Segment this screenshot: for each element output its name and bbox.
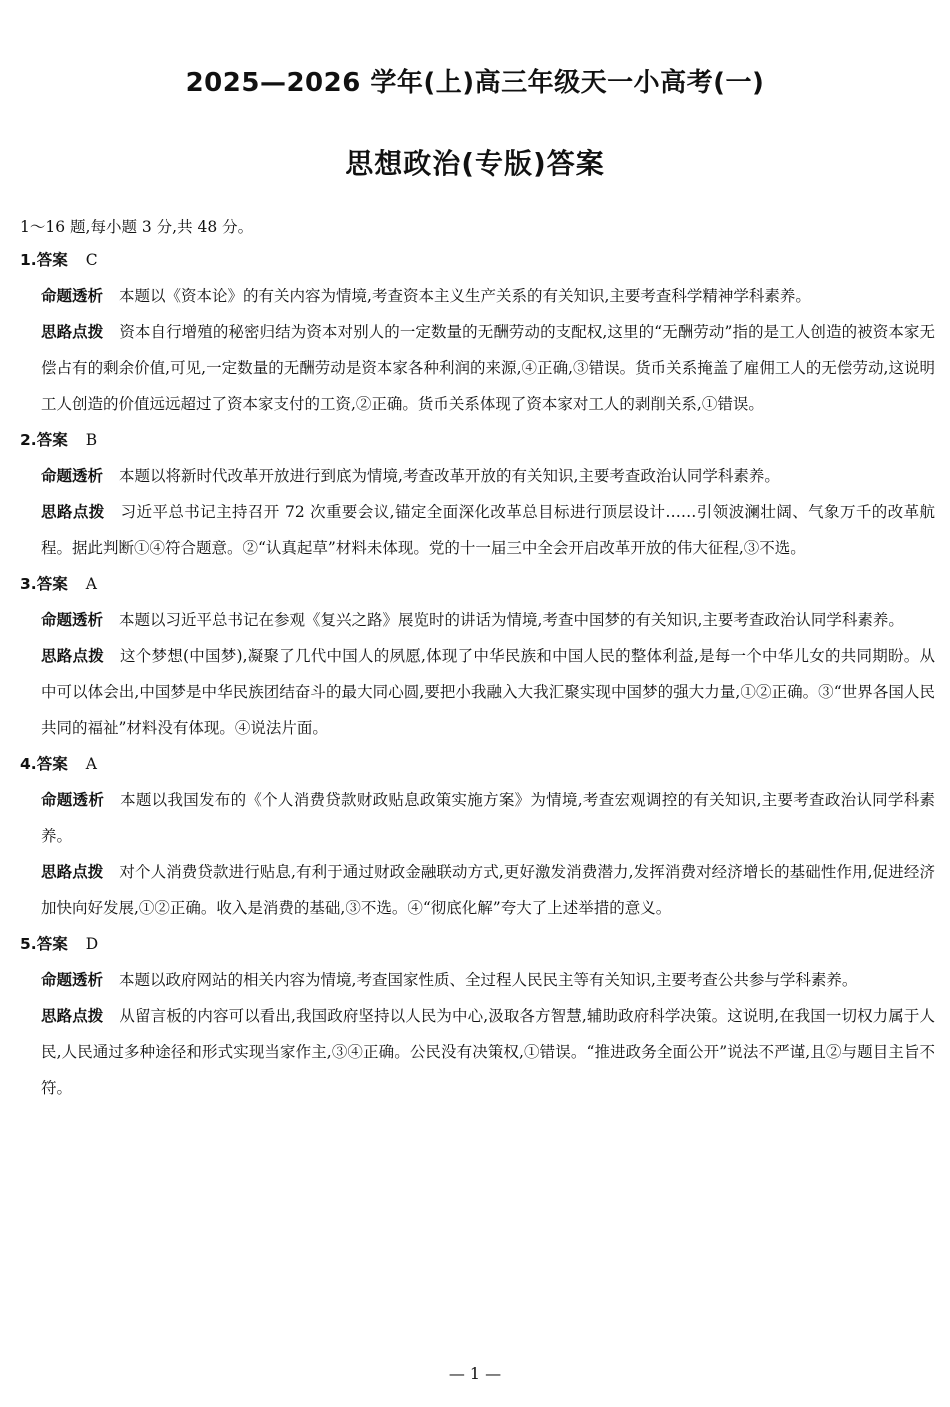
answer-choice: A — [85, 575, 97, 593]
question-header — [20, 422, 935, 458]
question-number: 5. — [20, 935, 37, 953]
question-header — [20, 926, 935, 962]
question-header — [20, 566, 935, 602]
analysis-text: 本题以我国发布的《个人消费贷款财政贴息政策实施方案》为情境,考查宏观调控的有关知识,主要考查政治认同学科素养。 — [41, 791, 935, 845]
hint-paragraph — [41, 638, 935, 746]
analysis-text: 本题以将新时代改革开放进行到底为情境,考查改革开放的有关知识,主要考查政治认同学科素养。 — [119, 467, 780, 485]
answer-choice: B — [85, 431, 98, 449]
hint-paragraph — [41, 854, 935, 926]
answer-label: 答案 — [36, 755, 68, 773]
analysis-paragraph — [41, 602, 935, 638]
answer-label: 答案 — [36, 251, 68, 269]
document-title: 2025—2026 学年(上)高三年级天一小高考(一) — [185, 68, 765, 98]
analysis-label: 命题透析 — [41, 467, 104, 485]
question-number: 2. — [20, 431, 37, 449]
hint-text: 习近平总书记主持召开 72 次重要会议,锚定全面深化改革总目标进行顶层设计……引领波澜壮阔、气象万千的改革航程。据此判断①④符合题意。②“认真起草”材料未体现。党的十一届三中全会开启改革开放的伟大征程,③不选。 — [41, 503, 935, 557]
question-block-5 — [20, 926, 935, 1106]
hint-text: 对个人消费贷款进行贴息,有利于通过财政金融联动方式,更好激发消费潜力,发挥消费对经济增长的基础性作用,促进经济加快向好发展,①②正确。收入是消费的基础,③不选。④“彻底化解”夸大了上述举措的意义。 — [41, 863, 935, 917]
question-block-4 — [20, 746, 935, 926]
analysis-label: 命题透析 — [41, 611, 104, 629]
hint-label: 思路点拨 — [41, 503, 105, 521]
answer-choice: A — [85, 755, 97, 773]
answer-choice: D — [85, 935, 99, 953]
hint-label: 思路点拨 — [41, 647, 104, 665]
analysis-label: 命题透析 — [41, 971, 104, 989]
question-block-3 — [20, 566, 935, 746]
answer-label: 答案 — [36, 575, 68, 593]
answer-choice: C — [85, 251, 98, 269]
hint-paragraph — [41, 998, 935, 1106]
hint-paragraph — [41, 494, 935, 566]
question-number: 3. — [20, 575, 37, 593]
answer-label: 答案 — [36, 935, 68, 953]
analysis-paragraph — [41, 458, 935, 494]
hint-text: 资本自行增殖的秘密归结为资本对别人的一定数量的无酬劳动的支配权,这里的“无酬劳动”指的是工人创造的被资本家无偿占有的剩余价值,可见,一定数量的无酬劳动是资本家各种利润的来源,④正确,③错误。货币关系掩盖了雇佣工人的无偿劳动,这说明工人创造的价值远远超过了资本家支付的工资,②正确。货币关系体现了资本家对工人的剥削关系,①错误。 — [41, 323, 935, 413]
analysis-paragraph — [41, 782, 935, 854]
question-header — [20, 242, 935, 278]
hint-paragraph — [41, 314, 935, 422]
analysis-text: 本题以习近平总书记在参观《复兴之路》展览时的讲话为情境,考查中国梦的有关知识,主要考查政治认同学科素养。 — [119, 611, 904, 629]
hint-label: 思路点拨 — [41, 863, 104, 881]
question-block-1 — [20, 242, 935, 422]
question-header — [20, 746, 935, 782]
hint-text: 从留言板的内容可以看出,我国政府坚持以人民为中心,汲取各方智慧,辅助政府科学决策。这说明,在我国一切权力属于人民,人民通过多种途径和形式实现当家作主,③④正确。公民没有决策权,①错误。“推进政务全面公开”说法不严谨,且②与题目主旨不符。 — [41, 1007, 935, 1097]
analysis-paragraph — [41, 278, 935, 314]
analysis-paragraph — [41, 962, 935, 998]
answer-content — [20, 212, 935, 1106]
answer-label: 答案 — [36, 431, 68, 449]
hint-text: 这个梦想(中国梦),凝聚了几代中国人的夙愿,体现了中华民族和中国人民的整体利益,是每一个中华儿女的共同期盼。从中可以体会出,中国梦是中华民族团结奋斗的最大同心圆,要把小我融入大我汇聚实现中国梦的强大力量,①②正确。③“世界各国人民共同的福祉”材料没有体现。④说法片面。 — [41, 647, 935, 737]
analysis-label: 命题透析 — [41, 791, 105, 809]
question-block-2 — [20, 422, 935, 566]
page-number: — 1 — — [448, 1364, 502, 1383]
document-subtitle: 思想政治(专版)答案 — [345, 147, 605, 180]
section-intro: 1～16 题,每小题 3 分,共 48 分。 — [20, 218, 254, 236]
question-number: 1. — [20, 251, 37, 269]
analysis-text: 本题以政府网站的相关内容为情境,考查国家性质、全过程人民民主等有关知识,主要考查公共参与学科素养。 — [119, 971, 858, 989]
question-number: 4. — [20, 755, 37, 773]
analysis-label: 命题透析 — [41, 287, 104, 305]
analysis-text: 本题以《资本论》的有关内容为情境,考查资本主义生产关系的有关知识,主要考查科学精神学科素养。 — [119, 287, 811, 305]
hint-label: 思路点拨 — [41, 323, 104, 341]
hint-label: 思路点拨 — [41, 1007, 104, 1025]
